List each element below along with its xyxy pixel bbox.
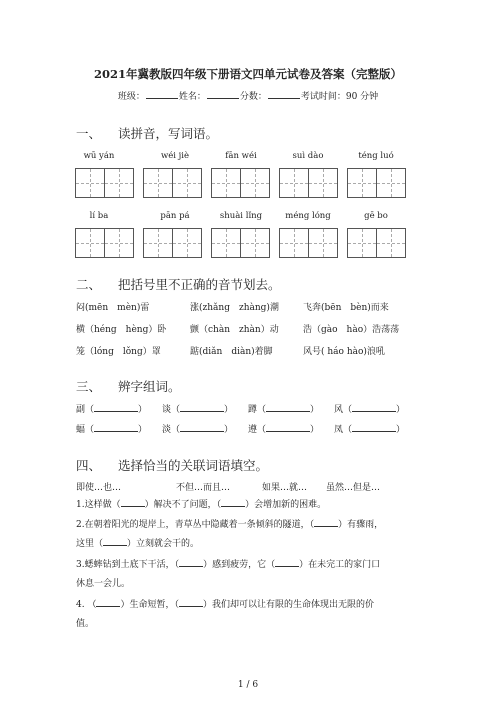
question-4	[76, 596, 428, 634]
answer-blank[interactable]	[275, 557, 299, 567]
word-building-row	[76, 422, 436, 436]
question-text: ）在未完工的家门口	[299, 560, 381, 570]
section4-number: 四、	[76, 458, 102, 473]
section2-number: 二、	[76, 277, 102, 292]
answer-blank[interactable]	[96, 597, 120, 607]
paren-close: ）	[396, 405, 406, 415]
pinyin-7: pān pá	[160, 211, 190, 221]
answer-blank[interactable]	[179, 597, 203, 607]
score-blank[interactable]	[268, 89, 300, 99]
writing-grid[interactable]	[75, 228, 134, 258]
question-text: 这里（	[76, 539, 104, 549]
answer-blank[interactable]	[179, 557, 203, 567]
question-text: ）解决不了问题，（	[144, 500, 222, 510]
question-text: 4. （	[76, 600, 97, 610]
option-item: 虽然…但是…	[326, 483, 381, 493]
class-blank[interactable]	[146, 89, 178, 99]
paren-close: ）	[396, 425, 406, 435]
pronunciation-row	[76, 322, 436, 336]
section3-title: 辨字组词。	[118, 379, 181, 394]
section3-heading	[76, 377, 181, 395]
pronunciation-row	[76, 344, 436, 358]
char-label: 凤（	[334, 425, 353, 435]
word-building-row	[76, 402, 436, 416]
pinyin-8: shuài lǐng	[219, 211, 263, 221]
pronunciation-item[interactable]: 颤（chàn zhàn）动	[190, 325, 279, 335]
writing-grid[interactable]	[347, 228, 406, 258]
answer-blank[interactable]	[266, 402, 310, 412]
section2-title: 把括号里不正确的音节划去。	[118, 277, 281, 292]
name-blank[interactable]	[207, 89, 239, 99]
page-title: 2021年冀教版四年级下册语文四单元试卷及答案（完整版）	[93, 67, 402, 81]
pinyin-3: fān wéi	[225, 151, 257, 161]
paren-close: ）	[310, 405, 320, 415]
pronunciation-item[interactable]: 笼（lóng lǒng）罩	[76, 347, 161, 357]
paren-close: ）	[310, 425, 320, 435]
class-label: 班级：	[117, 92, 145, 102]
pronunciation-row	[76, 300, 436, 314]
answer-blank[interactable]	[180, 402, 224, 412]
question-text: 休息一会儿。	[76, 579, 131, 589]
answer-blank[interactable]	[121, 497, 145, 507]
paren-close: ）	[138, 425, 148, 435]
writing-grid[interactable]	[279, 168, 338, 198]
writing-grid[interactable]	[347, 168, 406, 198]
question-text: 3.蟋蟀钻到土底下干活，（	[76, 560, 180, 570]
char-label: 淡（	[162, 425, 181, 435]
paren-close: ）	[224, 425, 234, 435]
section3-number: 三、	[76, 379, 102, 394]
score-label: 分数：	[239, 92, 267, 102]
answer-blank[interactable]	[352, 422, 396, 432]
pronunciation-item[interactable]: 风号( háo hào)浪吼	[303, 347, 385, 357]
answer-blank[interactable]	[314, 517, 338, 527]
pronunciation-item[interactable]: 浩（gào hào）浩荡荡	[303, 325, 400, 335]
char-label: 蹲（	[248, 405, 267, 415]
answer-blank[interactable]	[94, 422, 138, 432]
pinyin-4: suì dào	[292, 151, 324, 161]
char-label: 遵（	[248, 425, 267, 435]
section4-heading	[76, 456, 268, 474]
question-2	[76, 516, 428, 554]
char-label: 谈（	[162, 405, 181, 415]
answer-blank[interactable]	[266, 422, 310, 432]
question-text: ）感到疲劳，它（	[203, 560, 276, 570]
section1-number: 一、	[76, 126, 102, 141]
answer-blank[interactable]	[180, 422, 224, 432]
writing-grid[interactable]	[211, 228, 270, 258]
conjunction-options	[76, 480, 436, 494]
pinyin-10: gē bo	[364, 211, 388, 221]
question-text: ）会增加新的困难。	[245, 500, 327, 510]
student-info-line	[0, 89, 496, 102]
page-number: 1 / 6	[237, 680, 259, 690]
question-text: 2.在朝着阳光的堤岸上，青草丛中隐藏着一条倾斜的隧道，（	[76, 520, 315, 530]
answer-blank[interactable]	[103, 536, 127, 546]
answer-blank[interactable]	[221, 497, 245, 507]
writing-grid[interactable]	[211, 168, 270, 198]
option-item: 不但…而且…	[176, 483, 231, 493]
name-label: 姓名：	[178, 92, 206, 102]
section1-heading	[76, 124, 218, 142]
question-text: 1.这样做（	[76, 500, 121, 510]
pinyin-5: téng luó	[358, 151, 394, 161]
pinyin-2: wéi jiè	[160, 151, 190, 161]
writing-grid[interactable]	[143, 168, 202, 198]
char-label: 蝠（	[76, 425, 95, 435]
option-item: 如果…就…	[262, 483, 308, 493]
answer-blank[interactable]	[94, 402, 138, 412]
writing-grid[interactable]	[279, 228, 338, 258]
pronunciation-item[interactable]: 闷(mēn mèn)雷	[76, 303, 150, 313]
time-label: 考试时间：90 分钟	[300, 92, 379, 102]
writing-grid[interactable]	[143, 228, 202, 258]
pronunciation-item[interactable]: 飞奔(bēn bèn)而来	[303, 303, 389, 313]
question-text: 值。	[76, 619, 95, 629]
pinyin-6: lí ba	[89, 211, 109, 221]
pronunciation-item[interactable]: 踮(diǎn diàn)着脚	[190, 347, 273, 357]
pronunciation-item[interactable]: 涨(zhǎng zhàng)潮	[190, 303, 279, 313]
question-text: ）生命短暂，（	[120, 600, 179, 610]
pronunciation-item[interactable]: 横（héng hèng）卧	[76, 325, 167, 335]
question-text: ）有骤雨，	[338, 520, 384, 530]
pinyin-1: wū yán	[83, 151, 115, 161]
writing-grid[interactable]	[75, 168, 134, 198]
section1-title: 读拼音，写词语。	[118, 126, 219, 141]
section4-title: 选择恰当的关联词语填空。	[118, 458, 269, 473]
paren-close: ）	[224, 405, 234, 415]
question-1	[76, 496, 428, 515]
question-text: ）我们却可以让有限的生命体现出无限的价	[202, 600, 374, 610]
answer-blank[interactable]	[352, 402, 396, 412]
char-label: 副（	[76, 405, 95, 415]
pinyin-9: méng lóng	[285, 211, 331, 221]
question-text: ）立刻就会干的。	[127, 539, 200, 549]
option-item: 即使…也…	[76, 483, 122, 493]
question-3	[76, 556, 428, 594]
section2-heading	[76, 275, 281, 293]
char-label: 风（	[334, 405, 353, 415]
paren-close: ）	[138, 405, 148, 415]
